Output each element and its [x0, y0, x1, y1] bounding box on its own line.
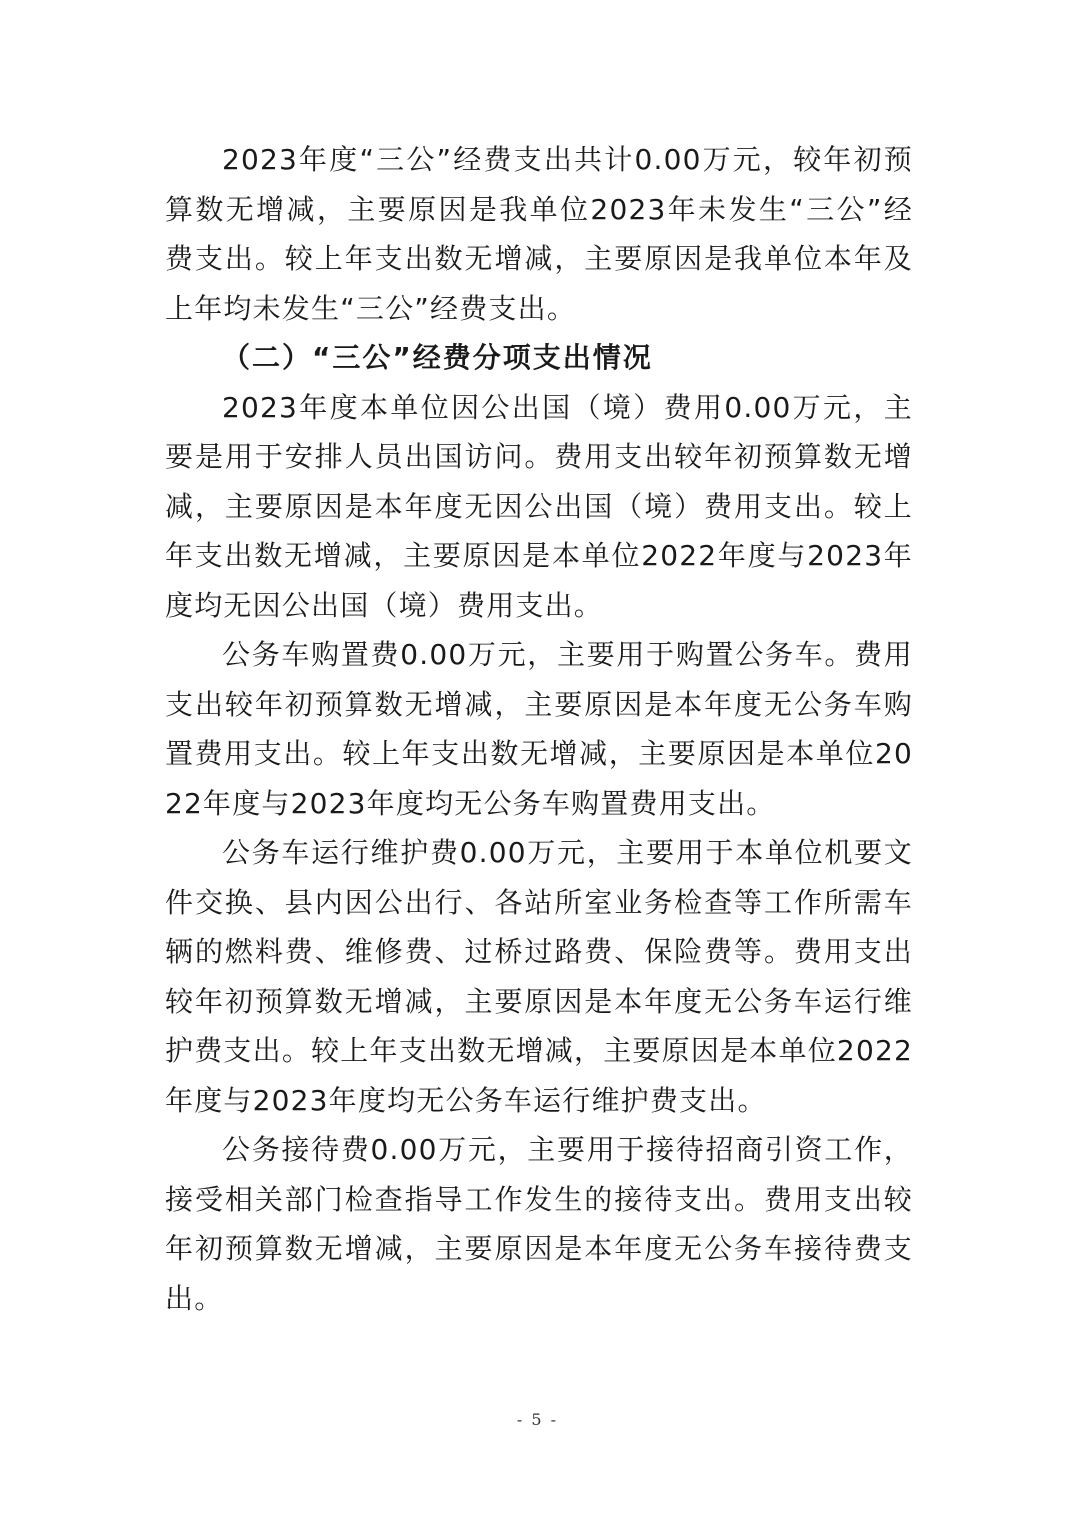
vehicle-maintenance-paragraph: 公务车运行维护费0.00万元，主要用于本单位机要文件交换、县内因公出行、各站所室业务检查等工作所需车辆的燃料费、维修费、过桥过路费、保险费等。费用支出较年初预算数无增减，主要原因是本年度无公务车运行维护费支出。较上年支出数无增减，主要原因是本单位2022年度与2023年度均无公务车运行维护费支出。 [165, 836, 913, 1117]
summary-paragraph: 2023年度“三公”经费支出共计0.00万元，较年初预算数无增减，主要原因是我单位2023年未发生“三公”经费支出。较上年支出数无增减，主要原因是我单位本年及上年均未发生“三公”经费支出。 [165, 143, 913, 325]
document-body [165, 135, 913, 1323]
section-heading: （二）“三公”经费分项支出情况 [222, 341, 653, 374]
reception-paragraph: 公务接待费0.00万元，主要用于接待招商引资工作，接受相关部门检查指导工作发生的接待支出。费用支出较年初预算数无增减，主要原因是本年度无公务车接待费支出。 [165, 1133, 913, 1315]
vehicle-purchase-paragraph: 公务车购置费0.00万元，主要用于购置公务车。费用支出较年初预算数无增减，主要原因是本年度无公务车购置费用支出。较上年支出数无增减，主要原因是本单位2022年度与2023年度均无公务车购置费用支出。 [165, 638, 913, 820]
page-number: - 5 - [516, 1410, 559, 1429]
overseas-travel-paragraph: 2023年度本单位因公出国（境）费用0.00万元，主要是用于安排人员出国访问。费用支出较年初预算数无增减，主要原因是本年度无因公出国（境）费用支出。较上年支出数无增减，主要原因是本单位2022年度与2023年度均无因公出国（境）费用支出。 [165, 390, 913, 622]
